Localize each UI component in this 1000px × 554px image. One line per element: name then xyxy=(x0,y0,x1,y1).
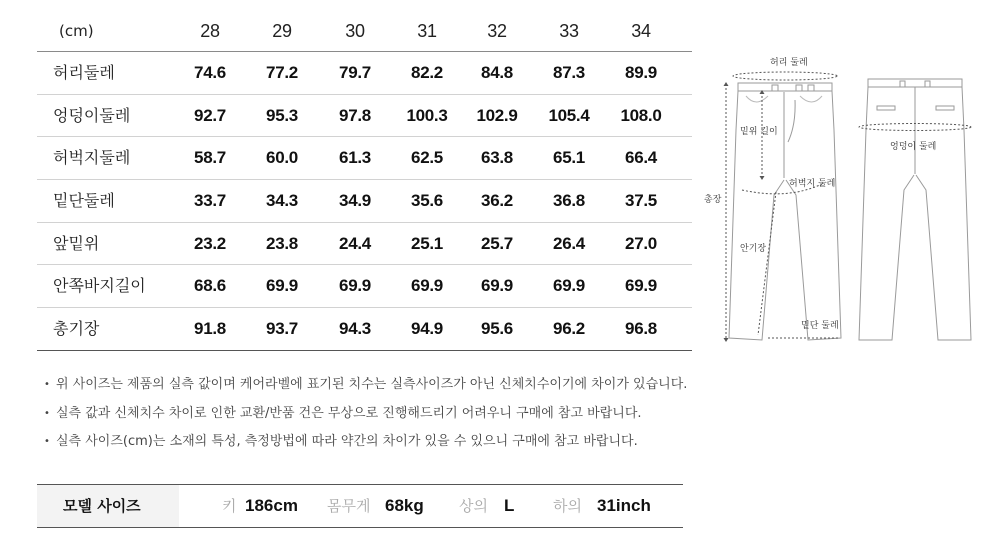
row-thigh xyxy=(37,137,692,180)
table-cell: 74.6 xyxy=(194,63,226,82)
row-hip xyxy=(37,95,692,138)
top-size-label: 상의 xyxy=(459,497,488,515)
note-item xyxy=(44,404,687,433)
table-cell: 34.3 xyxy=(266,191,298,211)
row-label: 안쪽바지길이 xyxy=(53,276,146,296)
row-hem xyxy=(37,180,692,223)
height-value: 186cm xyxy=(245,496,298,515)
table-cell: 25.1 xyxy=(411,233,443,253)
table-cell: 87.3 xyxy=(553,63,585,82)
table-cell: 63.8 xyxy=(481,148,513,168)
model-label-cell xyxy=(37,485,179,527)
table-cell: 100.3 xyxy=(406,105,448,125)
top-size-value: L xyxy=(504,496,515,515)
size-notes xyxy=(44,375,687,461)
inseam-measure-label: 안기장 xyxy=(740,244,767,254)
table-cell: 37.5 xyxy=(625,191,657,211)
note-item xyxy=(44,375,687,404)
table-cell: 82.2 xyxy=(411,63,443,82)
table-cell: 79.7 xyxy=(339,63,371,82)
table-cell: 69.9 xyxy=(411,276,443,296)
bullet-icon: • xyxy=(44,436,50,447)
pants-measurement-diagram xyxy=(700,50,1000,350)
total-length-label: 총장 xyxy=(704,195,722,205)
row-label: 밑단둘레 xyxy=(53,191,115,211)
table-cell: 92.7 xyxy=(194,105,226,125)
table-cell: 23.8 xyxy=(266,233,298,253)
model-size-bar xyxy=(37,484,683,528)
row-label: 앞밑위 xyxy=(53,233,100,253)
table-cell: 69.9 xyxy=(339,276,371,296)
table-cell: 89.9 xyxy=(625,63,657,82)
row-total-length xyxy=(37,308,692,351)
table-cell: 36.8 xyxy=(553,191,585,211)
note-text: 실측 사이즈(cm)는 소재의 특성, 측정방법에 따라 약간의 차이가 있을 수 있으니 구매에 참고 바랍니다. xyxy=(56,434,638,449)
table-cell: 26.4 xyxy=(553,233,585,253)
table-cell: 69.9 xyxy=(553,276,585,296)
table-cell: 65.1 xyxy=(553,148,585,168)
table-cell: 84.8 xyxy=(481,63,513,82)
table-cell: 24.4 xyxy=(339,233,371,253)
table-cell: 58.7 xyxy=(194,148,226,168)
table-cell: 95.6 xyxy=(481,319,513,339)
size-34: 34 xyxy=(631,21,651,41)
row-front-rise xyxy=(37,223,692,266)
row-label: 허리둘레 xyxy=(53,63,115,82)
note-item xyxy=(44,432,687,461)
size-28: 28 xyxy=(200,21,220,41)
rise-measure-label: 밑위 길이 xyxy=(740,127,778,137)
bullet-icon: • xyxy=(44,407,50,419)
unit-label: (cm) xyxy=(59,22,94,40)
size-30: 30 xyxy=(345,21,365,41)
bullet-icon: • xyxy=(44,379,50,390)
table-cell: 27.0 xyxy=(625,233,657,253)
size-32: 32 xyxy=(487,21,507,41)
table-cell: 25.7 xyxy=(481,233,513,253)
bottom-size-value: 31inch xyxy=(597,496,651,515)
table-cell: 97.8 xyxy=(339,105,371,125)
table-cell: 77.2 xyxy=(266,63,298,82)
table-cell: 33.7 xyxy=(194,191,226,211)
model-size-title: 모델 사이즈 xyxy=(63,497,141,515)
table-cell: 34.9 xyxy=(339,191,371,211)
table-cell: 61.3 xyxy=(339,148,371,168)
table-cell: 36.2 xyxy=(481,191,513,211)
size-31: 31 xyxy=(417,21,437,41)
row-waist xyxy=(37,52,692,95)
note-text: 위 사이즈는 제품의 실측 값이며 케어라벨에 표기된 치수는 실측사이즈가 아닌 신체치수이기에 차이가 있습니다. xyxy=(56,377,688,392)
row-label: 엉덩이둘레 xyxy=(53,105,131,125)
table-cell: 94.9 xyxy=(411,319,443,339)
table-cell: 93.7 xyxy=(266,319,298,339)
height-label: 키 xyxy=(222,497,237,515)
table-cell: 105.4 xyxy=(548,105,590,125)
table-cell: 68.6 xyxy=(194,276,226,296)
table-cell: 96.2 xyxy=(553,319,585,339)
row-inseam xyxy=(37,265,692,308)
row-label: 허벅지둘레 xyxy=(53,148,131,168)
hip-measure-label: 엉덩이 둘레 xyxy=(890,142,937,152)
size-29: 29 xyxy=(272,21,292,41)
table-cell: 95.3 xyxy=(266,105,298,125)
thigh-measure-label: 허벅지 둘레 xyxy=(789,179,836,189)
table-cell: 69.9 xyxy=(481,276,513,296)
table-cell: 108.0 xyxy=(620,105,662,125)
table-cell: 69.9 xyxy=(266,276,298,296)
table-cell: 60.0 xyxy=(266,148,298,168)
table-cell: 62.5 xyxy=(411,148,443,168)
table-cell: 23.2 xyxy=(194,233,226,253)
size-header-row xyxy=(37,10,692,52)
table-cell: 69.9 xyxy=(625,276,657,296)
table-cell: 96.8 xyxy=(625,319,657,339)
table-cell: 91.8 xyxy=(194,319,226,339)
hem-measure-label: 밑단 둘레 xyxy=(801,321,839,331)
table-cell: 35.6 xyxy=(411,191,443,211)
size-table xyxy=(37,10,692,351)
weight-value: 68kg xyxy=(385,496,424,515)
size-33: 33 xyxy=(559,21,579,41)
note-text: 실측 값과 신체치수 차이로 인한 교환/반품 건은 무상으로 진행해드리기 어려우니 구매에 참고 바랍니다. xyxy=(56,405,642,421)
bottom-size-label: 하의 xyxy=(553,497,582,515)
table-cell: 66.4 xyxy=(625,148,657,168)
weight-label: 몸무게 xyxy=(327,497,371,515)
waist-measure-label: 허리 둘레 xyxy=(770,58,808,68)
pants-illustration xyxy=(700,50,1000,350)
table-cell: 94.3 xyxy=(339,319,371,339)
row-label: 총기장 xyxy=(53,319,100,339)
table-cell: 102.9 xyxy=(476,105,518,125)
